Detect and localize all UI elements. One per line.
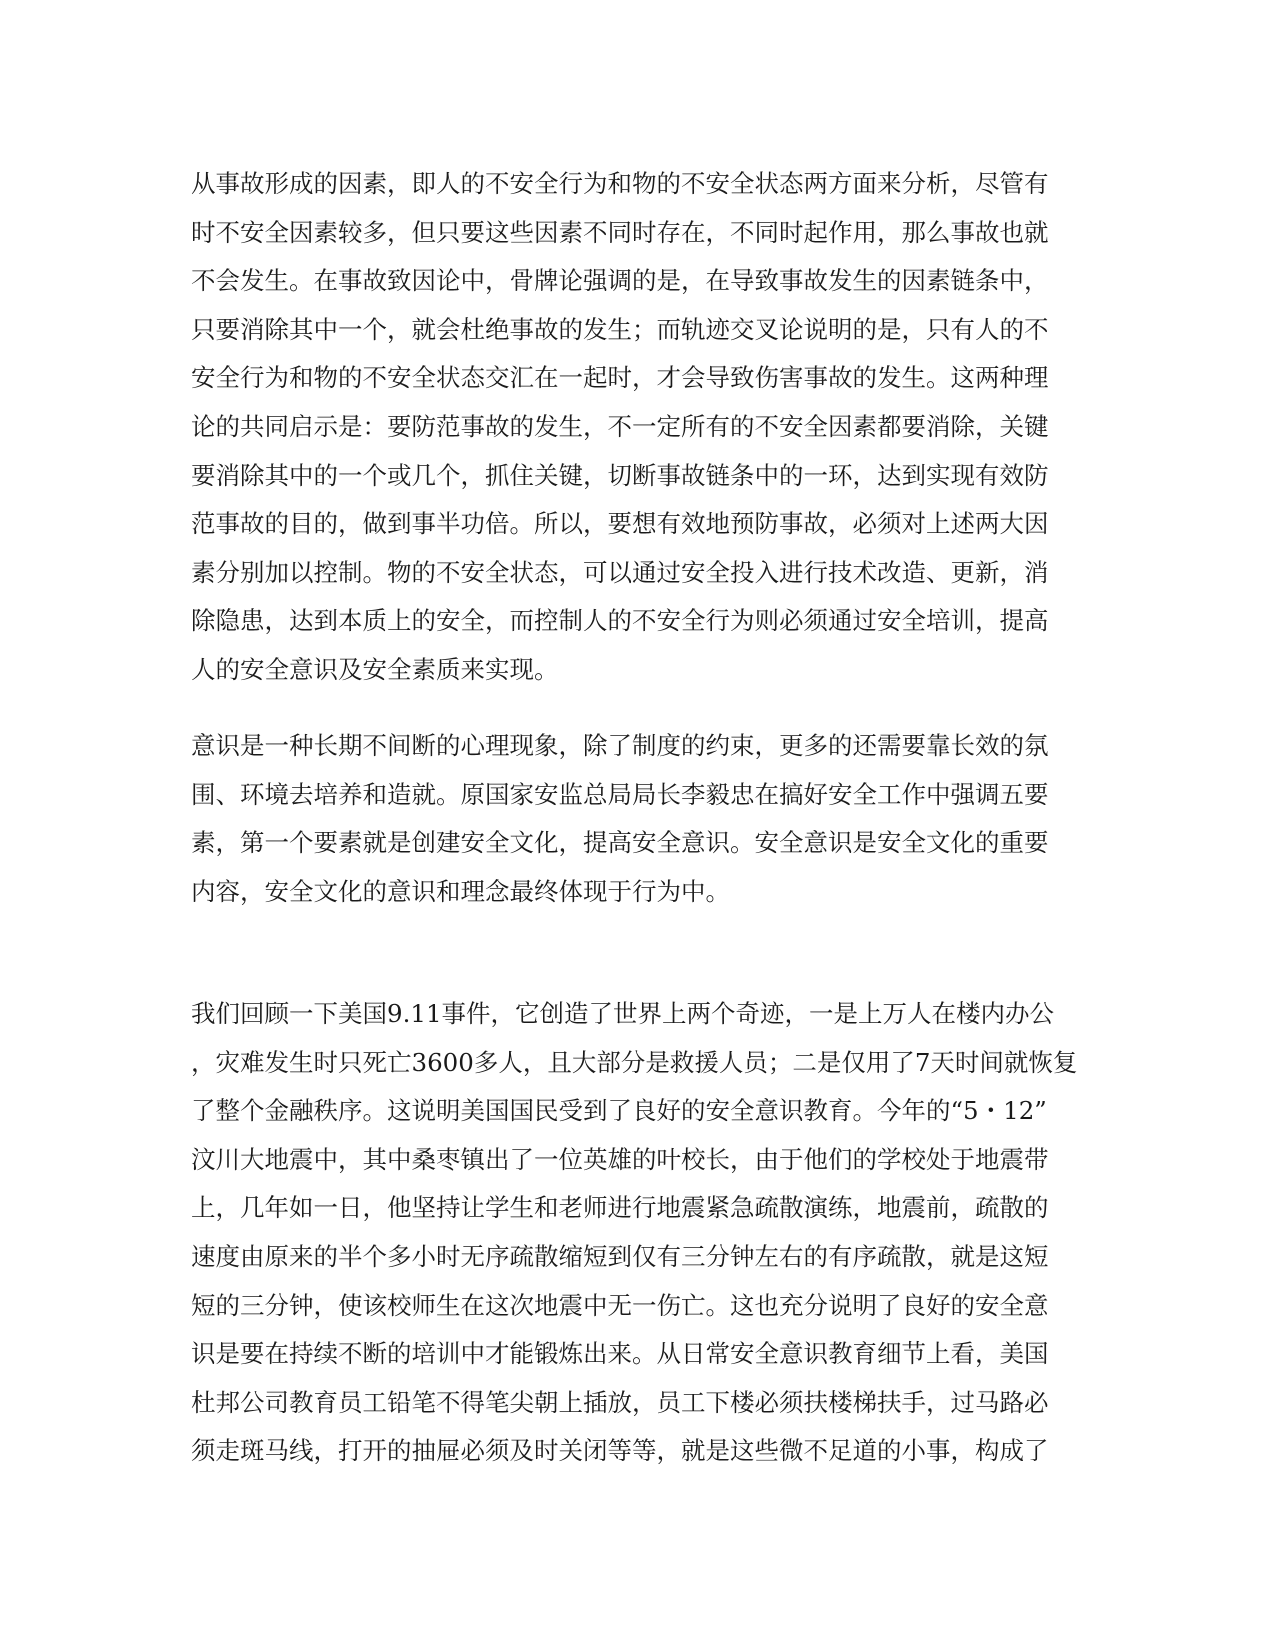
text-line: 只要消除其中一个，就会杜绝事故的发生；而轨迹交叉论说明的是，只有人的不	[191, 314, 1049, 344]
text-line: 要消除其中的一个或几个，抓住关键，切断事故链条中的一环，达到实现有效防	[191, 460, 1049, 490]
text-line: 素分别加以控制。物的不安全状态，可以通过安全投入进行技术改造、更新，消	[191, 557, 1049, 587]
text-line: 除隐患，达到本质上的安全，而控制人的不安全行为则必须通过安全培训，提高	[191, 606, 1049, 636]
text-line: ，灾难发生时只死亡3600多人，且大部分是救援人员；二是仅用了7天时间就恢复	[191, 1047, 1078, 1077]
text-line: 识是要在持续不断的培训中才能锻炼出来。从日常安全意识教育细节上看，美国	[191, 1339, 1049, 1369]
text-line: 短的三分钟，使该校师生在这次地震中无一伤亡。这也充分说明了良好的安全意	[191, 1290, 1049, 1320]
text-line: 不会发生。在事故致因论中，骨牌论强调的是，在导致事故发生的因素链条中，	[191, 266, 1049, 296]
text-line: 围、环境去培养和造就。原国家安监总局局长李毅忠在搞好安全工作中强调五要	[191, 779, 1049, 809]
paragraph-examples	[191, 990, 1078, 1476]
text-line: 杜邦公司教育员工铅笔不得笔尖朝上插放，员工下楼必须扶楼梯扶手，过马路必	[191, 1387, 1049, 1417]
text-line: 上，几年如一日，他坚持让学生和老师进行地震紧急疏散演练，地震前，疏散的	[191, 1193, 1049, 1223]
text-line: 速度由原来的半个多小时无序疏散缩短到仅有三分钟左右的有序疏散，就是这短	[191, 1241, 1049, 1271]
text-line: 了整个金融秩序。这说明美国国民受到了良好的安全意识教育。今年的“5・12”	[191, 1096, 1047, 1126]
text-line: 安全行为和物的不安全状态交汇在一起时，才会导致伤害事故的发生。这两种理	[191, 363, 1049, 393]
text-line: 内容，安全文化的意识和理念最终体现于行为中。	[191, 876, 730, 906]
paragraph-safety-awareness	[191, 722, 1071, 916]
text-line: 时不安全因素较多，但只要这些因素不同时存在，不同时起作用，那么事故也就	[191, 217, 1049, 247]
text-line: 论的共同启示是：要防范事故的发生，不一定所有的不安全因素都要消除，关键	[191, 411, 1049, 441]
text-line: 人的安全意识及安全素质来实现。	[191, 654, 559, 684]
text-line: 素，第一个要素就是创建安全文化，提高安全意识。安全意识是安全文化的重要	[191, 828, 1049, 858]
text-line: 范事故的目的，做到事半功倍。所以，要想有效地预防事故，必须对上述两大因	[191, 509, 1049, 539]
text-line: 从事故形成的因素，即人的不安全行为和物的不安全状态两方面来分析，尽管有	[191, 169, 1049, 198]
text-line: 我们回顾一下美国9.11事件，它创造了世界上两个奇迹，一是上万人在楼内办公	[191, 999, 1055, 1028]
text-line: 须走斑马线，打开的抽屉必须及时关闭等等，就是这些微不足道的小事，构成了	[191, 1436, 1049, 1466]
text-line: 汶川大地震中，其中桑枣镇出了一位英雄的叶校长，由于他们的学校处于地震带	[191, 1144, 1049, 1174]
text-line: 意识是一种长期不间断的心理现象，除了制度的约束，更多的还需要靠长效的氛	[191, 731, 1049, 760]
paragraph-accident-factors	[191, 160, 1071, 695]
